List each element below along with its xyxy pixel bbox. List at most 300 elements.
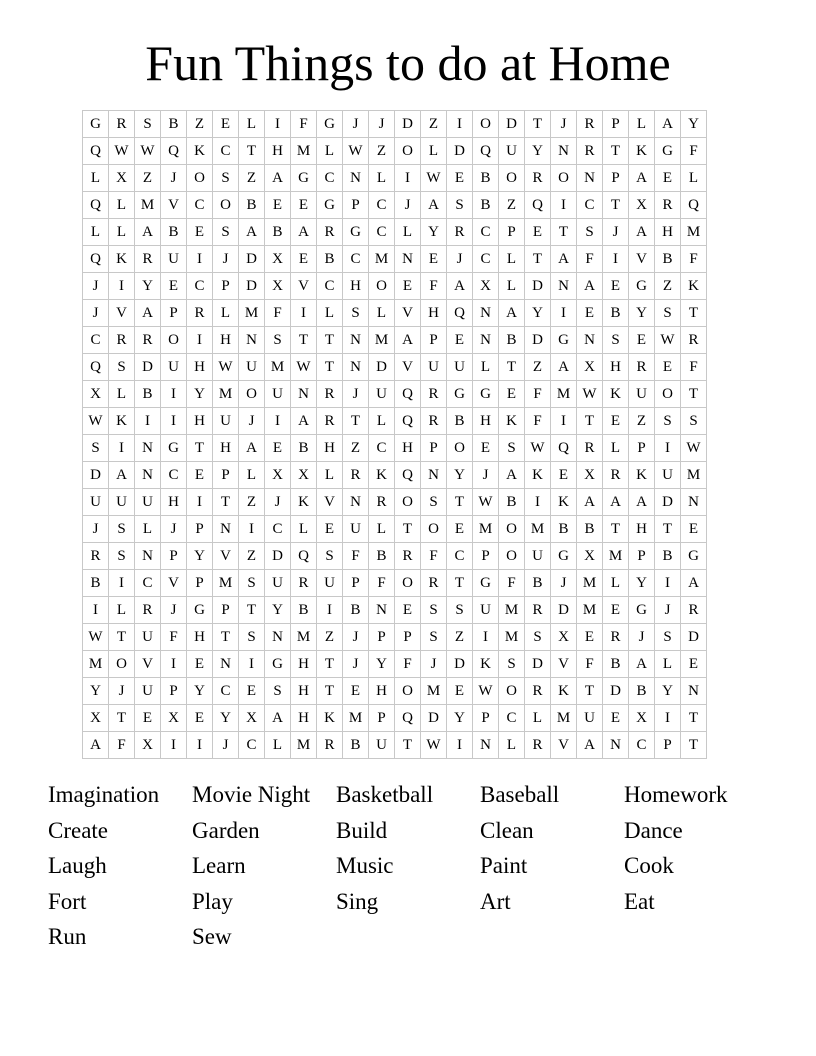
grid-cell: U <box>161 246 187 273</box>
grid-cell: S <box>499 435 525 462</box>
grid-cell: T <box>317 651 343 678</box>
grid-row <box>83 354 707 381</box>
grid-row <box>83 273 707 300</box>
grid-cell: J <box>265 489 291 516</box>
grid-cell: Q <box>395 381 421 408</box>
grid-cell: W <box>577 381 603 408</box>
grid-cell: A <box>551 354 577 381</box>
grid-cell: D <box>447 138 473 165</box>
grid-cell: I <box>655 435 681 462</box>
grid-cell: J <box>343 651 369 678</box>
grid-row <box>83 651 707 678</box>
grid-row <box>83 138 707 165</box>
grid-cell: J <box>551 570 577 597</box>
grid-cell: E <box>317 516 343 543</box>
grid-cell: C <box>317 165 343 192</box>
grid-cell: J <box>83 516 109 543</box>
grid-cell: R <box>317 408 343 435</box>
grid-cell: G <box>265 651 291 678</box>
grid-cell: N <box>551 273 577 300</box>
grid-cell: T <box>681 732 707 759</box>
grid-cell: O <box>499 678 525 705</box>
grid-cell: F <box>577 246 603 273</box>
grid-cell: U <box>369 732 395 759</box>
grid-cell: B <box>473 192 499 219</box>
grid-cell: X <box>577 543 603 570</box>
grid-row <box>83 111 707 138</box>
grid-cell: H <box>655 219 681 246</box>
grid-cell: P <box>499 219 525 246</box>
grid-cell: N <box>265 624 291 651</box>
grid-cell: J <box>343 381 369 408</box>
grid-cell: Q <box>551 435 577 462</box>
grid-cell: U <box>421 354 447 381</box>
grid-cell: G <box>83 111 109 138</box>
grid-cell: T <box>395 732 421 759</box>
grid-cell: D <box>525 273 551 300</box>
grid-cell: V <box>629 246 655 273</box>
grid-cell: L <box>681 165 707 192</box>
grid-cell: K <box>603 381 629 408</box>
grid-cell: R <box>109 327 135 354</box>
grid-cell: O <box>499 543 525 570</box>
grid-cell: I <box>447 111 473 138</box>
grid-cell: I <box>291 300 317 327</box>
grid-cell: F <box>109 732 135 759</box>
grid-cell: B <box>83 570 109 597</box>
grid-cell: H <box>473 408 499 435</box>
grid-cell: O <box>395 678 421 705</box>
grid-cell: R <box>577 435 603 462</box>
grid-cell: O <box>109 651 135 678</box>
grid-cell: H <box>213 327 239 354</box>
grid-cell: O <box>499 516 525 543</box>
grid-cell: N <box>681 678 707 705</box>
grid-cell: T <box>317 327 343 354</box>
grid-cell: S <box>109 354 135 381</box>
word-list-item: Baseball <box>480 782 560 807</box>
grid-cell: N <box>473 300 499 327</box>
word-list-item: Imagination <box>48 782 160 807</box>
grid-cell: U <box>109 489 135 516</box>
grid-cell: H <box>213 435 239 462</box>
grid-cell: B <box>291 435 317 462</box>
grid-cell: E <box>161 273 187 300</box>
grid-cell: T <box>577 408 603 435</box>
grid-cell: Y <box>629 300 655 327</box>
grid-cell: Y <box>447 705 473 732</box>
grid-cell: I <box>603 246 629 273</box>
grid-cell: T <box>187 435 213 462</box>
grid-cell: O <box>473 111 499 138</box>
word-list-item: Movie Night <box>192 782 311 807</box>
grid-cell: F <box>421 543 447 570</box>
grid-cell: A <box>499 462 525 489</box>
grid-cell: E <box>681 651 707 678</box>
grid-cell: I <box>135 408 161 435</box>
grid-cell: D <box>239 246 265 273</box>
grid-cell: J <box>655 597 681 624</box>
grid-cell: B <box>317 246 343 273</box>
grid-cell: N <box>369 597 395 624</box>
grid-cell: D <box>83 462 109 489</box>
grid-cell: W <box>473 489 499 516</box>
grid-cell: S <box>525 624 551 651</box>
grid-cell: D <box>239 273 265 300</box>
grid-cell: B <box>655 543 681 570</box>
grid-cell: Y <box>369 651 395 678</box>
grid-cell: Z <box>629 408 655 435</box>
grid-cell: J <box>551 111 577 138</box>
grid-cell: Y <box>187 543 213 570</box>
grid-cell: V <box>213 543 239 570</box>
grid-cell: A <box>577 489 603 516</box>
grid-cell: I <box>655 705 681 732</box>
grid-cell: T <box>603 516 629 543</box>
grid-cell: E <box>135 705 161 732</box>
word-list-item: Sew <box>192 924 232 949</box>
grid-cell: D <box>395 111 421 138</box>
grid-cell: E <box>265 435 291 462</box>
grid-cell: N <box>577 165 603 192</box>
grid-cell: P <box>161 300 187 327</box>
grid-cell: V <box>161 192 187 219</box>
word-list-item: Sing <box>336 888 379 914</box>
grid-cell: L <box>317 462 343 489</box>
grid-cell: R <box>525 678 551 705</box>
grid-cell: L <box>317 300 343 327</box>
grid-cell: P <box>655 732 681 759</box>
grid-cell: M <box>525 516 551 543</box>
grid-cell: R <box>83 543 109 570</box>
grid-cell: T <box>525 246 551 273</box>
grid-cell: V <box>395 354 421 381</box>
grid-cell: T <box>525 111 551 138</box>
grid-cell: I <box>161 381 187 408</box>
word-list-item: Learn <box>192 853 246 878</box>
grid-cell: W <box>473 678 499 705</box>
grid-cell: M <box>577 570 603 597</box>
grid-cell: X <box>265 246 291 273</box>
word-search-grid <box>82 110 707 759</box>
grid-cell: T <box>343 408 369 435</box>
grid-cell: B <box>239 192 265 219</box>
grid-cell: P <box>369 705 395 732</box>
grid-cell: N <box>343 165 369 192</box>
grid-cell: J <box>603 219 629 246</box>
grid-cell: L <box>291 516 317 543</box>
grid-cell: Y <box>187 678 213 705</box>
grid-cell: F <box>343 543 369 570</box>
grid-cell: S <box>421 624 447 651</box>
grid-cell: C <box>499 705 525 732</box>
grid-cell: I <box>239 516 265 543</box>
grid-cell: N <box>603 732 629 759</box>
grid-row <box>83 597 707 624</box>
grid-cell: K <box>525 462 551 489</box>
grid-cell: B <box>499 327 525 354</box>
grid-cell: Y <box>655 678 681 705</box>
grid-cell: E <box>343 678 369 705</box>
grid-cell: M <box>421 678 447 705</box>
grid-cell: I <box>161 408 187 435</box>
grid-cell: X <box>577 462 603 489</box>
grid-cell: J <box>161 516 187 543</box>
grid-cell: N <box>135 435 161 462</box>
grid-cell: E <box>603 273 629 300</box>
grid-cell: L <box>265 732 291 759</box>
grid-cell: N <box>551 138 577 165</box>
grid-cell: G <box>317 192 343 219</box>
grid-cell: E <box>655 165 681 192</box>
grid-cell: C <box>83 327 109 354</box>
grid-cell: I <box>655 570 681 597</box>
grid-cell: Q <box>473 138 499 165</box>
grid-row <box>83 219 707 246</box>
grid-cell: S <box>265 678 291 705</box>
grid-cell: K <box>499 408 525 435</box>
grid-cell: Q <box>525 192 551 219</box>
grid-cell: W <box>213 354 239 381</box>
grid-cell: U <box>239 354 265 381</box>
grid-cell: P <box>161 543 187 570</box>
grid-row <box>83 516 707 543</box>
grid-cell: W <box>83 408 109 435</box>
grid-cell: P <box>213 597 239 624</box>
grid-cell: E <box>187 705 213 732</box>
grid-cell: P <box>395 624 421 651</box>
grid-cell: B <box>603 651 629 678</box>
grid-cell: Z <box>239 489 265 516</box>
grid-cell: G <box>473 381 499 408</box>
grid-cell: I <box>265 111 291 138</box>
grid-cell: I <box>83 597 109 624</box>
grid-cell: E <box>447 327 473 354</box>
grid-cell: J <box>213 732 239 759</box>
grid-cell: A <box>629 651 655 678</box>
grid-cell: E <box>395 597 421 624</box>
grid-cell: M <box>499 624 525 651</box>
grid-cell: B <box>343 732 369 759</box>
grid-cell: P <box>343 570 369 597</box>
grid-cell: N <box>473 327 499 354</box>
grid-cell: L <box>369 165 395 192</box>
grid-cell: I <box>187 327 213 354</box>
grid-cell: E <box>655 354 681 381</box>
grid-cell: D <box>681 624 707 651</box>
grid-cell: M <box>291 732 317 759</box>
grid-cell: D <box>421 705 447 732</box>
grid-cell: L <box>369 300 395 327</box>
grid-cell: U <box>135 624 161 651</box>
grid-cell: R <box>135 327 161 354</box>
grid-cell: M <box>213 570 239 597</box>
grid-cell: J <box>161 165 187 192</box>
grid-cell: V <box>109 300 135 327</box>
grid-cell: B <box>551 516 577 543</box>
grid-cell: C <box>317 273 343 300</box>
word-list-item: Music <box>336 853 394 878</box>
grid-cell: F <box>525 381 551 408</box>
grid-cell: T <box>109 624 135 651</box>
grid-cell: E <box>291 192 317 219</box>
word-list-item: Paint <box>480 853 528 878</box>
grid-cell: N <box>681 489 707 516</box>
grid-cell: S <box>317 543 343 570</box>
grid-cell: C <box>213 678 239 705</box>
grid-cell: K <box>551 678 577 705</box>
grid-cell: E <box>187 651 213 678</box>
grid-cell: E <box>577 300 603 327</box>
grid-cell: B <box>343 597 369 624</box>
grid-cell: T <box>577 678 603 705</box>
grid-cell: D <box>525 327 551 354</box>
grid-cell: A <box>135 219 161 246</box>
grid-cell: U <box>161 354 187 381</box>
grid-cell: W <box>109 138 135 165</box>
grid-cell: S <box>213 165 239 192</box>
grid-cell: L <box>83 165 109 192</box>
grid-cell: U <box>655 462 681 489</box>
grid-cell: H <box>421 300 447 327</box>
grid-cell: S <box>447 192 473 219</box>
grid-cell: Y <box>265 597 291 624</box>
grid-cell: T <box>317 354 343 381</box>
grid-cell: O <box>187 165 213 192</box>
grid-cell: E <box>603 597 629 624</box>
grid-cell: M <box>343 705 369 732</box>
grid-cell: D <box>135 354 161 381</box>
grid-cell: R <box>629 354 655 381</box>
grid-cell: L <box>109 192 135 219</box>
grid-cell: C <box>577 192 603 219</box>
grid-cell: A <box>629 219 655 246</box>
grid-cell: E <box>681 516 707 543</box>
grid-cell: H <box>291 678 317 705</box>
grid-cell: O <box>551 165 577 192</box>
grid-cell: G <box>447 381 473 408</box>
grid-cell: V <box>551 651 577 678</box>
grid-cell: A <box>499 300 525 327</box>
grid-cell: N <box>213 651 239 678</box>
grid-cell: G <box>551 543 577 570</box>
grid-cell: T <box>109 705 135 732</box>
grid-cell: T <box>681 705 707 732</box>
grid-cell: L <box>499 246 525 273</box>
grid-cell: R <box>421 570 447 597</box>
grid-cell: E <box>187 462 213 489</box>
grid-cell: U <box>213 408 239 435</box>
grid-cell: P <box>369 624 395 651</box>
word-list-item: Play <box>192 888 233 914</box>
grid-cell: Q <box>83 354 109 381</box>
grid-cell: H <box>291 705 317 732</box>
grid-cell: K <box>629 462 655 489</box>
grid-cell: C <box>343 246 369 273</box>
grid-cell: L <box>655 651 681 678</box>
grid-cell: D <box>603 678 629 705</box>
grid-cell: G <box>343 219 369 246</box>
grid-cell: Z <box>499 192 525 219</box>
grid-cell: I <box>161 732 187 759</box>
grid-cell: Y <box>681 111 707 138</box>
grid-cell: A <box>447 273 473 300</box>
grid-cell: L <box>213 300 239 327</box>
grid-cell: A <box>239 219 265 246</box>
grid-row <box>83 462 707 489</box>
grid-row <box>83 246 707 273</box>
grid-cell: X <box>265 462 291 489</box>
grid-cell: U <box>135 489 161 516</box>
grid-cell: G <box>629 597 655 624</box>
grid-cell: L <box>109 219 135 246</box>
grid-cell: H <box>343 273 369 300</box>
grid-cell: M <box>499 597 525 624</box>
grid-cell: Z <box>369 138 395 165</box>
grid-cell: C <box>473 219 499 246</box>
grid-cell: J <box>473 462 499 489</box>
grid-cell: J <box>239 408 265 435</box>
grid-cell: U <box>265 381 291 408</box>
grid-cell: S <box>343 300 369 327</box>
grid-cell: I <box>187 732 213 759</box>
grid-cell: Y <box>83 678 109 705</box>
grid-cell: E <box>265 192 291 219</box>
grid-cell: E <box>421 246 447 273</box>
grid-cell: Z <box>655 273 681 300</box>
grid-cell: M <box>239 300 265 327</box>
grid-cell: B <box>655 246 681 273</box>
grid-cell: W <box>525 435 551 462</box>
grid-cell: Q <box>395 462 421 489</box>
grid-cell: Z <box>421 111 447 138</box>
grid-cell: S <box>109 516 135 543</box>
grid-cell: T <box>603 192 629 219</box>
grid-cell: L <box>83 219 109 246</box>
grid-cell: T <box>447 570 473 597</box>
grid-cell: A <box>629 165 655 192</box>
grid-cell: E <box>629 327 655 354</box>
grid-cell: A <box>83 732 109 759</box>
grid-cell: R <box>603 462 629 489</box>
grid-cell: U <box>135 678 161 705</box>
grid-cell: P <box>603 165 629 192</box>
grid-cell: S <box>681 408 707 435</box>
grid-cell: S <box>447 597 473 624</box>
grid-cell: K <box>551 489 577 516</box>
grid-cell: D <box>265 543 291 570</box>
grid-row <box>83 381 707 408</box>
grid-cell: O <box>421 516 447 543</box>
grid-cell: R <box>603 624 629 651</box>
grid-cell: L <box>473 354 499 381</box>
grid-cell: S <box>655 408 681 435</box>
word-list-item: Homework <box>624 782 728 807</box>
grid-cell: N <box>343 327 369 354</box>
grid-cell: H <box>317 435 343 462</box>
grid-cell: A <box>551 246 577 273</box>
grid-cell: Z <box>239 165 265 192</box>
grid-cell: Z <box>447 624 473 651</box>
grid-cell: Y <box>525 138 551 165</box>
grid-cell: I <box>109 570 135 597</box>
grid-cell: G <box>161 435 187 462</box>
word-list-item: Fort <box>48 888 87 914</box>
grid-cell: L <box>369 516 395 543</box>
grid-cell: T <box>291 327 317 354</box>
grid-cell: C <box>161 462 187 489</box>
grid-cell: J <box>343 624 369 651</box>
